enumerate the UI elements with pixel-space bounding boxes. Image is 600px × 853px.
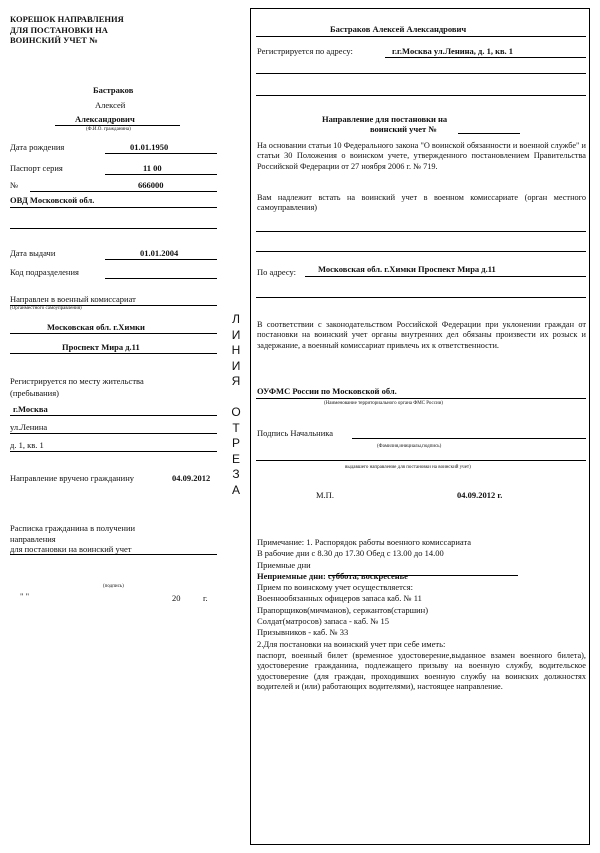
stub-surname: Бастраков — [93, 85, 134, 95]
stub-first-name: Алексей — [95, 100, 126, 110]
stub-division-code-label: Код подразделения — [10, 267, 79, 277]
main-title-line2: воинский учет № — [370, 124, 437, 134]
main-authority-caption: (Наименование территориального органа ФМС России) — [324, 401, 443, 406]
main-address-label: Регистрируется по адресу: — [257, 46, 353, 56]
stub-birth-value: 01.01.1950 — [130, 142, 169, 152]
main-stamp-label: М.П. — [316, 490, 334, 500]
main-at-address-value: Московская обл. г.Химки Проспект Мира д.11 — [318, 264, 496, 274]
stub-commissariat-city: Московская обл. г.Химки — [47, 322, 145, 332]
main-obligation-text: Вам надлежит встать на воинский учет в военном комиссариате (орган местного самоуправления) — [257, 193, 586, 213]
stub-birth-label: Дата рождения — [10, 142, 65, 152]
stub-fio-caption: (Ф.И.О. гражданина) — [86, 127, 131, 132]
stub-sent-to-label: Направлен в военный комиссариат — [10, 294, 136, 304]
main-address-value: г.г.Москва ул.Ленина, д. 1, кв. 1 — [392, 46, 514, 56]
main-basis-text: На основании статьи 10 Федерального закона "О воинской обязанности и военной службе" и статьи 30 Положения о воинском учете, утвержденного постановлением Правительства Российской Федерации от 27 ноября 2006 г. № 719. — [257, 141, 586, 171]
main-documents-text: паспорт, военный билет (временное удостоверение,выданное взамен военного билета), удостоверение гражданина, подлежащего призыву на военную службу, водительское удостоверение (для граждан, проходивших военную службу на воинских должностях водителей и (или) работающих водителями), настоящее направление. — [257, 651, 586, 691]
stub-patronymic: Александрович — [75, 114, 135, 124]
stub-sent-to-caption: (Органместного самоуправления) — [10, 306, 82, 311]
stub-passport-number: 666000 — [138, 180, 164, 190]
stub-passport-series: 11 00 — [143, 163, 162, 173]
main-notes: Примечание: 1. Распорядок работы военного комиссариата В рабочие дни с 8.30 до 17.30 Обед с 13.00 до 14.00 Приемные дни Неприемные дни: суббота, воскресенье Прием по воинскому учет осуществляется: Военнообязанных офицеров запаса каб. № 11 Прапорщиков(мичманов), сержантов(старшин) Солдат(матросов) запаса - каб. № 15 Призывников - каб. № 33 2.Для постановки на воинский учет при себе иметь: — [257, 537, 472, 649]
stub-house: д. 1, кв. 1 — [10, 440, 44, 450]
stub-year-prefix: 20 — [172, 593, 181, 603]
main-at-address-label: По адресу: — [257, 267, 297, 277]
stub-handed-label: Направление вручено гражданину — [10, 473, 135, 483]
stub-issue-date-value: 01.01.2004 — [140, 248, 179, 258]
stub-street: ул.Ленина — [10, 422, 48, 432]
main-signature-label: Подпись Начальника — [257, 428, 334, 438]
stub-registered-label-2: (пребывания) — [10, 388, 59, 398]
main-date: 04.09.2012 г. — [457, 490, 503, 500]
stub-issue-date-label: Дата выдачи — [10, 248, 56, 258]
stub-quote-marks: " " — [20, 591, 30, 601]
main-title-line1: Направление для постановки на — [322, 114, 448, 124]
main-signature-caption: (Фамилия,инициалы,подпись) — [377, 444, 442, 449]
main-law-text: В соответствии с законодательством Российской Федерации при уклонении граждан от постановки на воинский учет органы внутренних дел обязаны произвести их розыск и задержание, а военный комиссариат привлечь их к ответственности. — [257, 320, 586, 350]
stub-fio-line — [55, 125, 180, 126]
stub-registered-label: Регистрируется по месту жительства — [10, 376, 144, 386]
stub-receipt: Расписка гражданина в получении направления для постановки на воинский учет — [10, 523, 136, 554]
stub-issued-by: ОВД Московской обл. — [10, 195, 95, 205]
stub-number-label: № — [10, 180, 19, 190]
stub-year-suffix: г. — [203, 593, 208, 603]
stub-title: КОРЕШОК НАПРАВЛЕНИЯ ДЛЯ ПОСТАНОВКИ НА ВОИНСКИЙ УЧЕТ № — [10, 14, 124, 45]
stub-city: г.Москва — [13, 404, 48, 414]
main-full-name: Бастраков Алексей Александрович — [330, 24, 467, 34]
main-cut-caption: выдавшего направление для постановки на воинский учет) — [345, 465, 471, 470]
stub-passport-label: Паспорт серия — [10, 163, 63, 173]
stub-signature-caption: (подпись) — [103, 584, 124, 589]
stub-commissariat-street: Проспект Мира д.11 — [62, 342, 140, 352]
main-authority: ОУФМС России по Московской обл. — [257, 386, 397, 396]
stub-handed-date: 04.09.2012 — [172, 473, 211, 483]
cut-line-label: Л И Н И Я О Т Р Е З А — [231, 312, 241, 497]
